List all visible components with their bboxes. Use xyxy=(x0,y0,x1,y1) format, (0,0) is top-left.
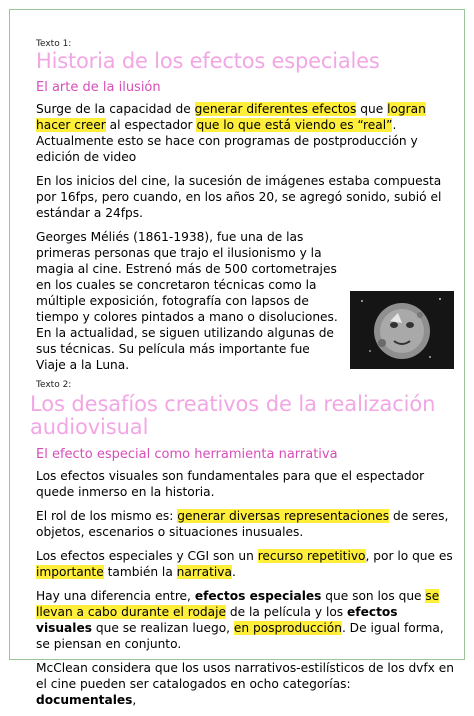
document-page xyxy=(9,9,465,707)
text-run: Los efectos especiales y CGI son un xyxy=(36,549,258,563)
text-run: que son los que xyxy=(321,589,426,603)
text-run: al espectador xyxy=(105,118,197,132)
highlight: que lo que está viendo es “real” xyxy=(196,118,393,132)
highlight: generar diversas representaciones xyxy=(177,509,390,523)
text-run: El rol de los mismo es: xyxy=(36,509,178,523)
texto2-paragraph-4 xyxy=(36,588,454,652)
text-run: McClean considera que los usos narrativos-estilísticos de los dvfx en el cine pueden ser catalogados en ocho categorías: xyxy=(36,661,454,691)
highlight: logran hacer creer xyxy=(36,102,426,132)
bold-term: documentales xyxy=(36,693,133,707)
text-run: de la película y los xyxy=(226,605,348,619)
texto1-subtitle: El arte de la ilusión xyxy=(36,80,161,95)
texto2-paragraph-5 xyxy=(36,660,454,708)
text-run: . Actualmente esto se hace con programas de postproducción y edición de video xyxy=(36,118,418,164)
texto2-subtitle: El efecto especial como herramienta narrativa xyxy=(36,447,338,462)
text-run: de seres, objetos, escenarios o situaciones inusuales. xyxy=(36,509,449,539)
texto1-paragraph-3-wrap xyxy=(36,229,454,373)
highlight: generar diferentes efectos xyxy=(194,102,357,116)
highlight: se llevan a cabo durante el rodaje xyxy=(36,589,440,619)
text-run: que se realizan luego, xyxy=(91,621,234,635)
text-run: Hay una diferencia entre, xyxy=(36,589,195,603)
texto1-title: Historia de los efectos especiales xyxy=(36,49,380,73)
document-content xyxy=(30,38,454,716)
texto2-paragraph-3 xyxy=(36,548,454,580)
moon-illustration xyxy=(350,291,454,369)
texto1-label: Texto 1: xyxy=(36,39,72,49)
bold-term: efectos especiales xyxy=(194,589,322,603)
text-run: que xyxy=(356,102,388,116)
highlight: recurso repetitivo xyxy=(257,549,366,563)
texto2-label: Texto 2: xyxy=(36,380,72,390)
highlight: en posproducción xyxy=(233,621,342,635)
highlight: importante xyxy=(36,565,104,579)
text-run: Surge de la capacidad de xyxy=(36,102,195,116)
texto2-paragraph-2 xyxy=(36,508,454,540)
texto1-paragraph-1 xyxy=(36,101,454,165)
text-run: , xyxy=(132,693,137,707)
texto2-paragraph-1: Los efectos visuales son fundamentales para que el espectador quede inmerso en la historia. xyxy=(36,469,425,499)
bold-term: efectos visuales xyxy=(36,605,398,635)
text-run: , por lo que es xyxy=(365,549,453,563)
texto1-paragraph-3: Georges Méliés (1861-1938), fue una de las primeras personas que trajo el ilusionismo y la magia al cine. Estrenó más de 500 cortometrajes en los cuales se concretaron técnicas como la múltiple exposición, fotografía con lapsos de tiempo y colores pintados a mano o disoluciones. En la actualidad, se siguen utilizando algunas de sus técnicas. Su película más importante fue Viaje a la Luna. xyxy=(36,230,338,372)
moon-film-still-image xyxy=(350,291,454,369)
texto1-paragraph-2: En los inicios del cine, la sucesión de imágenes estaba compuesta por 16fps, pero cuando, en los años 20, se agregó sonido, subió el estándar a 24fps. xyxy=(36,174,442,220)
text-run: también la xyxy=(103,565,177,579)
highlight: narrativa xyxy=(176,565,232,579)
texto2-title: Los desafíos creativos de la realización audiovisual xyxy=(30,392,436,439)
text-run: . xyxy=(232,565,236,579)
text-run: . De igual forma, se piensan en conjunto. xyxy=(36,621,444,651)
